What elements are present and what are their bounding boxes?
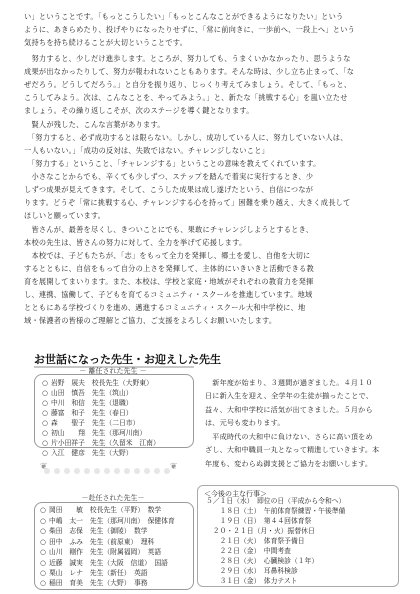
arrived-row: ○ 田中 ふみ 先生（前原東） 理科 (40, 537, 155, 546)
dot (54, 468, 60, 474)
intro-paragraph-2: 努力すると、少しだけ進歩します。ところが、努力しても、うまくいかなかったり、思うような 成果が出なかったりして、努力が報われないこともあります。そんな時は、少し立ち止まって、「な ぜだろう。どうしてだろう。」と自分を振り返り、じっくり考えてみましょう。そして、「もっと、 こうしてみよう。次は、こんなことを、やってみよう。」と、新たな「挑戦する心」を嵐い立たせ ましょう。その繰り返しこそが、次のステージを導く鍵となります。 (24, 54, 355, 116)
dot (154, 468, 160, 474)
section-title: お世話になった先生・お迎えした先生 (34, 353, 221, 366)
departed-row: ○ 森 聖子 先生（二日市） (42, 419, 140, 427)
events-title: ＜今後の主な行事＞ (204, 490, 267, 498)
event-item: ２８日（火） 心臓検診（１年） (206, 557, 319, 565)
departed-row: ○ 片小田祥子 先生（久留米 江南） (42, 439, 160, 447)
event-item: ２０・２１日（月・火）振替休日 (206, 527, 315, 535)
arrived-label: －赴任された先生－ (81, 494, 145, 502)
dot (114, 468, 120, 474)
arrived-row: ○ 山川 剛作 先生（附属福岡） 英語 (40, 548, 162, 556)
departed-row: ○ 山田 慎吾 先生（筑山） (42, 389, 133, 397)
event-item: ５／１日（水） 即位の日（平成から令和へ） (206, 497, 346, 505)
dot (84, 468, 90, 474)
dot (94, 468, 100, 474)
dot (134, 468, 140, 474)
arrived-row: ○ 岡田 敏 校長先生（平野） 数学 (40, 506, 162, 514)
intro-paragraph-1: い」ということです。「もっとこうしたい」「もっとこんなことができるようになりたい」という ように、あきらめたり、投げやりになったりせずに、「常に前向きに、一歩前へ、一段上へ」という 気持ちを持ち続けることが大切ということです。 (24, 12, 356, 48)
departed-row: ○ 藤富 和子 先生（春日） (42, 409, 133, 417)
intro-paragraph-8: 本校では、子どもたちが、「志」をもって全力を発揮し、郷土を愛し、自他を大切に するとともに、自信をもって自分の上さを発揮して、主体的にいきいきと活動できる教 育を展開してまいります。また、本校は、学校と家庭・地域がそれぞれの教育力を発揮 し、連携、協働して、子どもを育てるコミュニティ・スクールを推進しています。地域 とともにある学校づくりを進め、邁進するコミュニティ・スクール大和中学校に、地 域・保護者の皆様のご理解とご協力、ご支援をよろしくお願いいたします。 (24, 251, 314, 326)
dot (124, 468, 130, 474)
event-item: ２９日（水） 耳鼻科検診 (206, 567, 298, 575)
leaf-icon: ❦ (170, 462, 178, 472)
intro-paragraph-5: 「努力する」ということ、「チャレンジする」ということの意味を教えてくれています。 (24, 159, 321, 168)
intro-paragraph-6: 小さなことからでも、辛くても少しずつ、ステップを踏んで着実に実行するとき、少 しずつ成果が見えてきます。そして、こうした成果は成し遂げたという、自信につなが ります。どうぞ「常に挑戦する心、チャレンジする心を持って」困難を乗り越え、大きく成長して ほしいと願っています。 (24, 172, 351, 221)
arrived-row: ○ 稲田 育美 先生（大野） 事務 (40, 579, 148, 587)
event-item: １９日（日） 第４４回体育祭 (206, 517, 312, 525)
departed-label: － 離任された先生 － (79, 367, 147, 375)
dot (144, 468, 150, 474)
event-item: １８日（土） 午前体育祭練習・午後準備 (206, 507, 346, 515)
intro-paragraph-3: 賢人が残した、こんな言葉があります。 (24, 120, 165, 129)
dot (64, 468, 70, 474)
departed-row: ○ 岩野 展夫 校長先生（大野東） (42, 379, 153, 387)
right-paragraph-1: 新年度が始まり、３週間が過ぎました。４月１０ 日に新入生を迎え、全学年の生徒が揃ったことで、 益々、大和中学校に活気が出てきました。５月から は、元号も変わります。 (205, 378, 374, 428)
right-paragraph-2: 平成時代の大和中に負けない、さらに高い頂をめ ざし、大和中職員一丸となって精進していきます。本 年度も、変わらぬ御支援とご協力をお願いします。 (205, 432, 380, 468)
decorative-dots (44, 468, 170, 474)
intro-paragraph-4: 「努力すると、必ず成功するとは限らない。しかし、成功している人に、努力していない人は、 一人もいない。」「成功の反対は、失敗ではない。チャレンジしないこと」 (24, 133, 348, 156)
event-item: ２２日（金） 中間考査 (206, 547, 291, 555)
arrived-row: ○ 中嶋 太一 先生（那珂川南） 保健体育 (40, 516, 175, 525)
dot (74, 468, 80, 474)
arrived-row: ○ 栗山 レナ 先生（新任） 英語 (40, 569, 148, 577)
departed-row: ○ 中川 和信 先生（退職） (42, 399, 133, 407)
arrived-row: ○ 近藤 誠実 先生（大阪 信道） 国語 (40, 558, 168, 567)
event-item: ３１日（金） 体力テスト (206, 577, 298, 585)
intro-paragraph-7: 皆さんが、最善を尽くし、きついことにでも、果敢にチャレンジしようとするとき、 本校の先生は、皆さんの努力に対して、全力を挙げて応援します。 (24, 225, 314, 248)
event-item: ２１日（火） 体育祭予備日 (206, 537, 305, 545)
departed-row: ○ 入江 健彦 先生（大野） (42, 449, 133, 457)
dot (104, 468, 110, 474)
leaf-icon: ❦ (40, 462, 48, 472)
arrived-row: ○ 柴田 志保 先生（御陵） 数学 (40, 527, 148, 535)
departed-row: ○ 初山 翔 先生（那珂川南） (42, 429, 147, 437)
